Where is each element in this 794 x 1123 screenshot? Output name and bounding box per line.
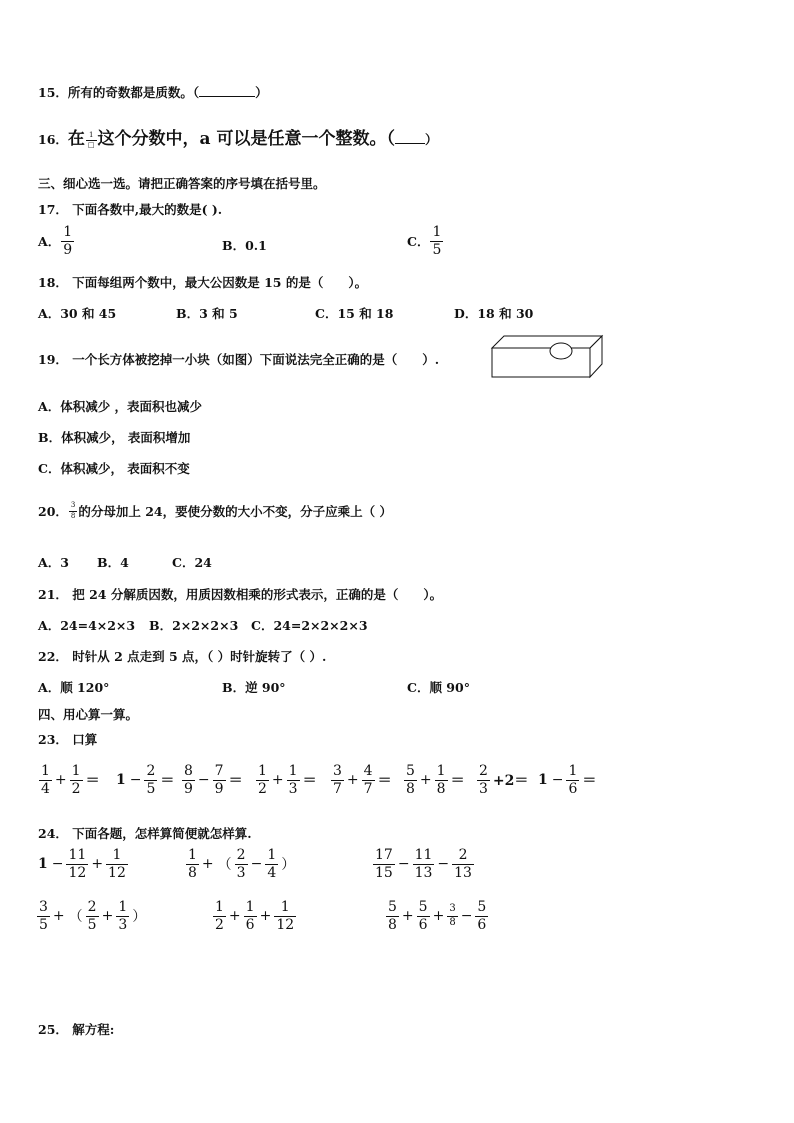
q20-option-b[interactable]: B．4 (97, 555, 129, 570)
q24-expr-3: $\frac{17}{15}$ − $\frac{11}{13}$ − $\frac{2}{13}$ (375, 847, 472, 881)
q23-expr-3: $\frac{8}{9}$ − $\frac{7}{9}$ ＝ (184, 763, 243, 797)
q18-option-c[interactable]: C．15 和 18 (315, 306, 394, 321)
q21-stem: 21． 把 24 分解质因数，用质因数相乘的形式表示，正确的是（ ）。 (38, 587, 443, 602)
q24-expr-2: $\frac{1}{8}$ + （ $\frac{2}{3}$ − $\frac{1}{4}$ ） (188, 847, 296, 881)
question-15: 15．所有的奇数都是质数。（ ） (38, 85, 268, 100)
q23-expr-7: $\frac{2}{3}$ +2＝ (479, 763, 529, 797)
q16-fraction: $\frac{1}{□}$ (87, 130, 95, 149)
q18-option-a[interactable]: A．30 和 45 (38, 306, 117, 321)
q15-text: 所有的奇数都是质数。（ (67, 85, 200, 100)
q17-option-a[interactable]: A． $\frac{1}{9}$ (38, 224, 73, 258)
q20-text: 的分母加上 24，要使分数的大小不变，分子应乘上（ ） (78, 504, 392, 519)
q17-option-b[interactable]: B．0.1 (222, 238, 267, 253)
q23-expr-8: 1 − $\frac{1}{6}$ ＝ (538, 763, 597, 797)
q19-option-c[interactable]: C．体积减少， 表面积不变 (38, 461, 190, 476)
section-3-heading: 三、细心选一选。请把正确答案的序号填在括号里。 (38, 176, 326, 191)
q25-stem: 25． 解方程: (38, 1022, 115, 1037)
section-4-heading: 四、用心算一算。 (38, 707, 139, 722)
q22-option-a[interactable]: A．顺 120° (38, 680, 110, 695)
q18-stem: 18． 下面每组两个数中，最大公因数是 15 的是（ ）。 (38, 275, 368, 290)
q21-option-b[interactable]: B．2×2×2×3 (149, 618, 239, 633)
q20-option-a[interactable]: A．3 (38, 555, 69, 570)
q24-expr-4: $\frac{3}{5}$ + （ $\frac{2}{5}$ + $\frac{1}{3}$ ） (39, 899, 147, 933)
q23-expr-6: $\frac{5}{8}$ + $\frac{1}{8}$ ＝ (406, 763, 465, 797)
q16-answer-blank[interactable] (395, 131, 425, 144)
q18-option-b[interactable]: B．3 和 5 (176, 306, 238, 321)
q22-option-c[interactable]: C．顺 90° (407, 680, 470, 695)
q16-number: 16． (38, 132, 68, 147)
q17-stem: 17． 下面各数中,最大的数是( ). (38, 202, 223, 217)
q24-expr-1: 1 − $\frac{11}{12}$ + $\frac{1}{12}$ (38, 847, 126, 881)
q24-stem: 24． 下面各题，怎样算简便就怎样算. (38, 826, 252, 841)
q20-option-c[interactable]: C．24 (172, 555, 212, 570)
q20-fraction: $\frac{3}{8}$ (70, 501, 76, 520)
q23-expr-2: 1 − $\frac{2}{5}$ ＝ (116, 763, 175, 797)
question-16: 16．在 $\frac{1}{□}$ 这个分数中，a 可以是任意一个整数。（ ） (38, 129, 438, 149)
q16-text: 这个分数中，a 可以是任意一个整数。（ (97, 129, 395, 149)
q19-option-a[interactable]: A．体积减少 ，表面积也减少 (38, 399, 203, 414)
q23-expr-1: $\frac{1}{4}$ + $\frac{1}{2}$ ＝ (41, 763, 100, 797)
q18-option-d[interactable]: D．18 和 30 (454, 306, 534, 321)
q23-expr-4: $\frac{1}{2}$ + $\frac{1}{3}$ ＝ (258, 763, 317, 797)
q17-option-c[interactable]: C． $\frac{1}{5}$ (407, 224, 442, 258)
q15-number: 15． (38, 85, 68, 100)
q21-option-a[interactable]: A．24=4×2×3 (38, 618, 136, 633)
q15-answer-blank[interactable] (199, 84, 255, 97)
q21-option-c[interactable]: C．24=2×2×2×3 (251, 618, 368, 633)
q23-stem: 23． 口算 (38, 732, 98, 747)
cuboid-figure (490, 334, 606, 380)
q19-option-b[interactable]: B．体积减少， 表面积增加 (38, 430, 191, 445)
q17-c-fraction: $\frac{1}{5}$ (432, 224, 442, 258)
q23-expr-5: $\frac{3}{7}$ + $\frac{4}{7}$ ＝ (333, 763, 392, 797)
q22-option-b[interactable]: B．逆 90° (222, 680, 286, 695)
q19-stem: 19． 一个长方体被挖掉一小块（如图）下面说法完全正确的是（ ）. (38, 352, 440, 367)
q24-expr-6: $\frac{5}{8}$ + $\frac{5}{6}$ + $\frac{3}{8}$ − $\frac{5}{6}$ (388, 899, 487, 933)
q22-stem: 22． 时针从 2 点走到 5 点，（ ）时针旋转了（ ）. (38, 649, 327, 664)
q24-expr-5: $\frac{1}{2}$ + $\frac{1}{6}$ + $\frac{1}{12}$ (215, 899, 295, 933)
question-20: 20． $\frac{3}{8}$ 的分母加上 24，要使分数的大小不变，分子应乘上（ ） (38, 501, 392, 520)
q17-a-fraction: $\frac{1}{9}$ (63, 224, 73, 258)
